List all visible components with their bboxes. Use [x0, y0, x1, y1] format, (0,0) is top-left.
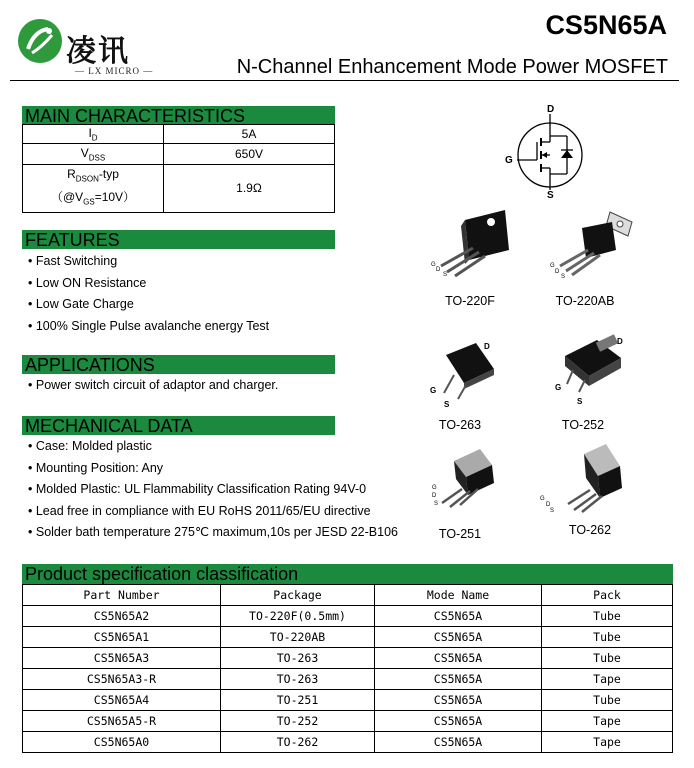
mechanical-data-title: MECHANICAL DATA [25, 416, 193, 436]
product-spec-title: Product specification classification [25, 564, 299, 584]
table-cell: CS5N65A [375, 606, 542, 627]
mechanical-data-header [22, 416, 335, 435]
table-cell: CS5N65A4 [23, 690, 221, 711]
table-cell: CS5N65A5-R [23, 711, 221, 732]
table-cell: CS5N65A2 [23, 606, 221, 627]
table-cell: TO-262 [221, 732, 375, 753]
features-list [28, 251, 269, 337]
list-item: • Molded Plastic: UL Flammability Classification Rating 94V-0 [28, 479, 398, 501]
table-cell: Tape [542, 669, 673, 690]
to251-package-image [420, 443, 510, 523]
param-label: V [80, 145, 89, 160]
list-item: • Low ON Resistance [28, 273, 269, 295]
product-spec-table [22, 584, 673, 753]
param-value: 1.9Ω [164, 165, 335, 213]
table-cell: CS5N65A [375, 627, 542, 648]
pin-label: D [546, 502, 551, 508]
param-label: I [88, 125, 92, 140]
list-item: • Power switch circuit of adaptor and charger. [28, 375, 278, 397]
table-row [23, 711, 673, 732]
table-row [23, 669, 673, 690]
table-cell: CS5N65A [375, 648, 542, 669]
pin-label: D [555, 269, 560, 275]
device-subtitle: N-Channel Enhancement Mode Power MOSFET [236, 56, 668, 78]
param-condition-end: =10V） [94, 190, 136, 205]
table-cell: TO-252 [221, 711, 375, 732]
table-cell: CS5N65A [375, 690, 542, 711]
pin-label: G [555, 383, 562, 392]
pin-label: G [550, 263, 555, 269]
table-cell: CS5N65A [375, 711, 542, 732]
list-item: • Lead free in compliance with EU RoHS 2011/65/EU directive [28, 501, 398, 523]
param-condition: （@V [50, 190, 84, 205]
table-cell: CS5N65A3 [23, 648, 221, 669]
table-cell: CS5N65A3-R [23, 669, 221, 690]
table-cell: CS5N65A1 [23, 627, 221, 648]
table-cell: CS5N65A [375, 669, 542, 690]
table-cell: Tube [542, 627, 673, 648]
to220ab-label: TO-220AB [555, 294, 615, 308]
pin-label: S [577, 397, 583, 406]
list-item: • Low Gate Charge [28, 294, 269, 316]
to263-label: TO-263 [438, 418, 482, 432]
to263-package-image [422, 335, 512, 415]
column-header: Part Number [23, 585, 221, 606]
table-row [23, 627, 673, 648]
to252-label: TO-252 [561, 418, 605, 432]
list-item: • Fast Switching [28, 251, 269, 273]
list-item: • Solder bath temperature 275℃ maximum,10s per JESD 22-B106 [28, 522, 398, 544]
column-header: Mode Name [375, 585, 542, 606]
main-characteristics-header [22, 106, 335, 125]
param-subscript: DSON [75, 174, 99, 184]
pin-label: D [436, 267, 441, 273]
pin-label: D [617, 337, 623, 346]
list-item: • 100% Single Pulse avalanche energy Test [28, 316, 269, 338]
table-cell: TO-220AB [221, 627, 375, 648]
part-number-title: CS5N65A [545, 10, 667, 40]
applications-title: APPLICATIONS [25, 355, 155, 375]
table-row [23, 732, 673, 753]
table-cell: Tape [542, 732, 673, 753]
drain-label: D [547, 104, 555, 115]
column-header: Pack [542, 585, 673, 606]
applications-list [28, 375, 278, 397]
logo-chinese-name: 凌讯 [66, 34, 130, 69]
to220ab-package-image [540, 208, 640, 288]
column-header: Package [221, 585, 375, 606]
table-cell: Tube [542, 606, 673, 627]
pin-label: G [540, 496, 545, 502]
table-row [23, 165, 335, 213]
applications-header [22, 355, 335, 374]
pin-label: S [443, 272, 448, 278]
param-label: R [67, 167, 76, 181]
features-header [22, 230, 335, 249]
param-condition-subscript: GS [83, 197, 95, 207]
pin-label: G [430, 386, 437, 395]
main-characteristics-title: MAIN CHARACTERISTICS [25, 106, 246, 126]
to252-package-image [545, 330, 635, 410]
to220f-label: TO-220F [445, 294, 495, 308]
table-cell: TO-263 [221, 669, 375, 690]
list-item: • Case: Molded plastic [28, 436, 398, 458]
header-divider [10, 80, 679, 81]
gate-label: G [505, 155, 513, 166]
product-spec-header [22, 564, 673, 584]
param-value: 650V [164, 144, 335, 165]
table-cell: Tube [542, 648, 673, 669]
to220f-package-image [425, 208, 515, 288]
table-row [23, 690, 673, 711]
param-suffix: -typ [98, 167, 119, 181]
to251-label: TO-251 [438, 527, 482, 541]
param-subscript: DSS [88, 153, 106, 163]
table-cell: Tube [542, 690, 673, 711]
company-logo-icon [18, 19, 62, 63]
to262-package-image [540, 440, 630, 520]
features-title: FEATURES [25, 230, 120, 250]
source-label: S [547, 190, 554, 200]
table-cell: TO-251 [221, 690, 375, 711]
mosfet-symbol-diagram [495, 100, 595, 200]
table-cell: Tape [542, 711, 673, 732]
table-cell: TO-263 [221, 648, 375, 669]
param-value: 5A [164, 125, 335, 144]
to262-label: TO-262 [568, 523, 612, 537]
pin-label: G [432, 485, 437, 491]
pin-label: G [431, 262, 436, 268]
pin-label: D [484, 342, 490, 351]
logo-subtitle: — LX MICRO — [75, 66, 154, 76]
pin-label: S [561, 274, 566, 280]
pin-label: S [434, 501, 439, 507]
pin-label: D [432, 493, 437, 499]
table-header-row [23, 585, 673, 606]
table-cell: TO-220F(0.5mm) [221, 606, 375, 627]
pin-label: S [550, 508, 555, 514]
param-subscript: D [91, 133, 98, 143]
table-row [23, 144, 335, 165]
table-cell: CS5N65A [375, 732, 542, 753]
table-cell: CS5N65A0 [23, 732, 221, 753]
table-row [23, 648, 673, 669]
list-item: • Mounting Position: Any [28, 458, 398, 480]
table-row [23, 125, 335, 144]
main-characteristics-table [22, 124, 335, 213]
mechanical-data-list [28, 436, 398, 544]
pin-label: S [444, 400, 450, 409]
table-row [23, 606, 673, 627]
